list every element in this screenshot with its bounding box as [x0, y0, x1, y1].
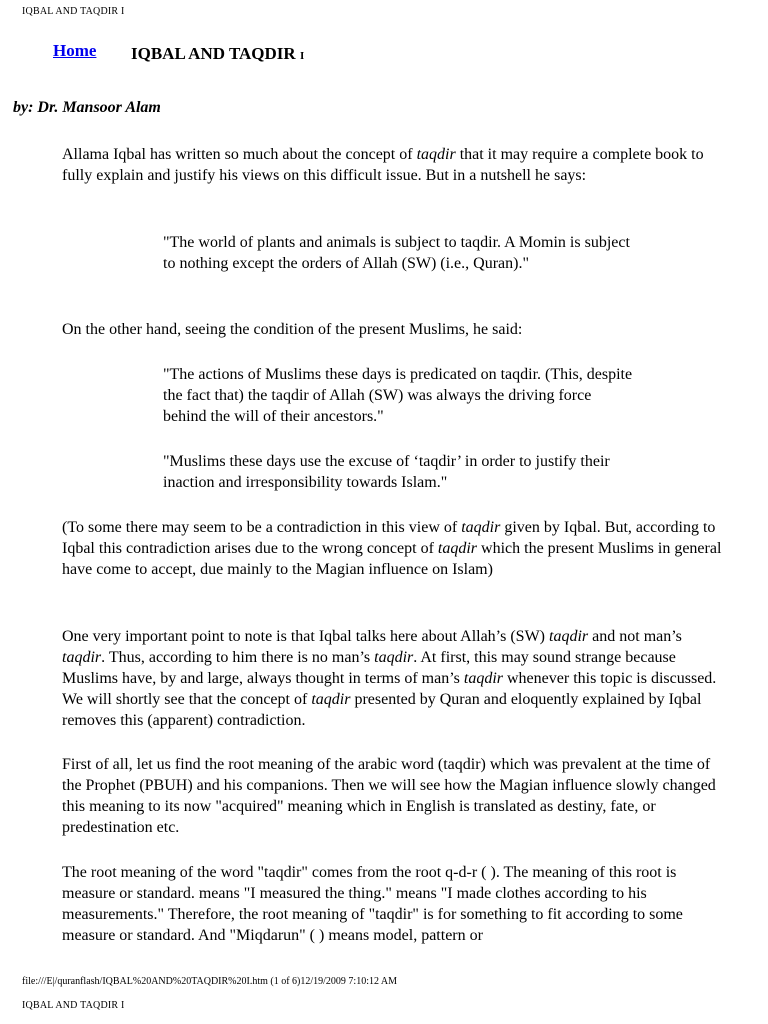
- quote-plants-animals: "The world of plants and animals is subject to taqdir. A Momin is subject to nothing except the orders of Allah (SW) (i.e., Quran).": [163, 234, 630, 272]
- footer-file-path: file:///E|/quranflash/IQBAL%20AND%20TAQDIR%20I.htm (1 of 6)12/19/2009 7:10:12 AM: [22, 976, 398, 987]
- quote-actions-muslims: "The actions of Muslims these days is predicated on taqdir. (This, despite the fact that) the taqdir of Allah (SW) was always the driving force behind the will of their ancestors.": [163, 366, 633, 425]
- paragraph-condition: On the other hand, seeing the condition of the present Muslims, he said:: [62, 321, 523, 338]
- paragraph-important-point: One very important point to note is that Iqbal talks here about Allah’s (SW) taqdir and not man’s taqdir. Thus, according to him there is no man’s taqdir. At first, this may sound strange because Muslims have, by and large, always thought in terms of man’s taqdir whenever this topic is discussed. We will shortly see that the concept of taqdir presented by Quran and eloquently explained by Iqbal removes this (apparent) contradiction.: [62, 628, 717, 729]
- quote-excuse-taqdir: "Muslims these days use the excuse of ‘taqdir’ in order to justify their inaction and irresponsibility towards Islam.": [163, 453, 610, 491]
- paragraph-intro: Allama Iqbal has written so much about the concept of taqdir that it may require a complete book to fully explain and justify his views on this difficult issue. But in a nutshell he says:: [62, 146, 704, 184]
- page-title: [131, 44, 304, 64]
- page-title-main: IQBAL AND TAQDIR: [131, 44, 300, 63]
- running-header-next-page: IQBAL AND TAQDIR I: [22, 1000, 125, 1011]
- author-byline: by: Dr. Mansoor Alam: [13, 99, 161, 116]
- running-header: IQBAL AND TAQDIR I: [22, 6, 125, 17]
- page-title-numeral: I: [299, 50, 305, 62]
- paragraph-root-meaning: The root meaning of the word "taqdir" comes from the root q-d-r ( ). The meaning of this root is measure or standard. means "I measured the thing." means "I made clothes according to his measurements." Therefore, the root meaning of "taqdir" is for something to fit according to some measure or standard. And "Miqdarun" ( ) means model, pattern or: [62, 864, 683, 944]
- home-link[interactable]: Home: [53, 41, 97, 60]
- paragraph-root-meaning-intro: First of all, let us find the root meaning of the arabic word (taqdir) which was prevalent at the time of the Prophet (PBUH) and his companions. Then we will see how the Magian influence slowly changed this meaning to its now "acquired" meaning which in English is translated as destiny, fate, or predestination etc.: [62, 756, 716, 836]
- paragraph-contradiction: (To some there may seem to be a contradiction in this view of taqdir given by Iqbal. But, according to Iqbal this contradiction arises due to the wrong concept of taqdir which the present Muslims in general have come to accept, due mainly to the Magian influence on Islam): [62, 519, 722, 578]
